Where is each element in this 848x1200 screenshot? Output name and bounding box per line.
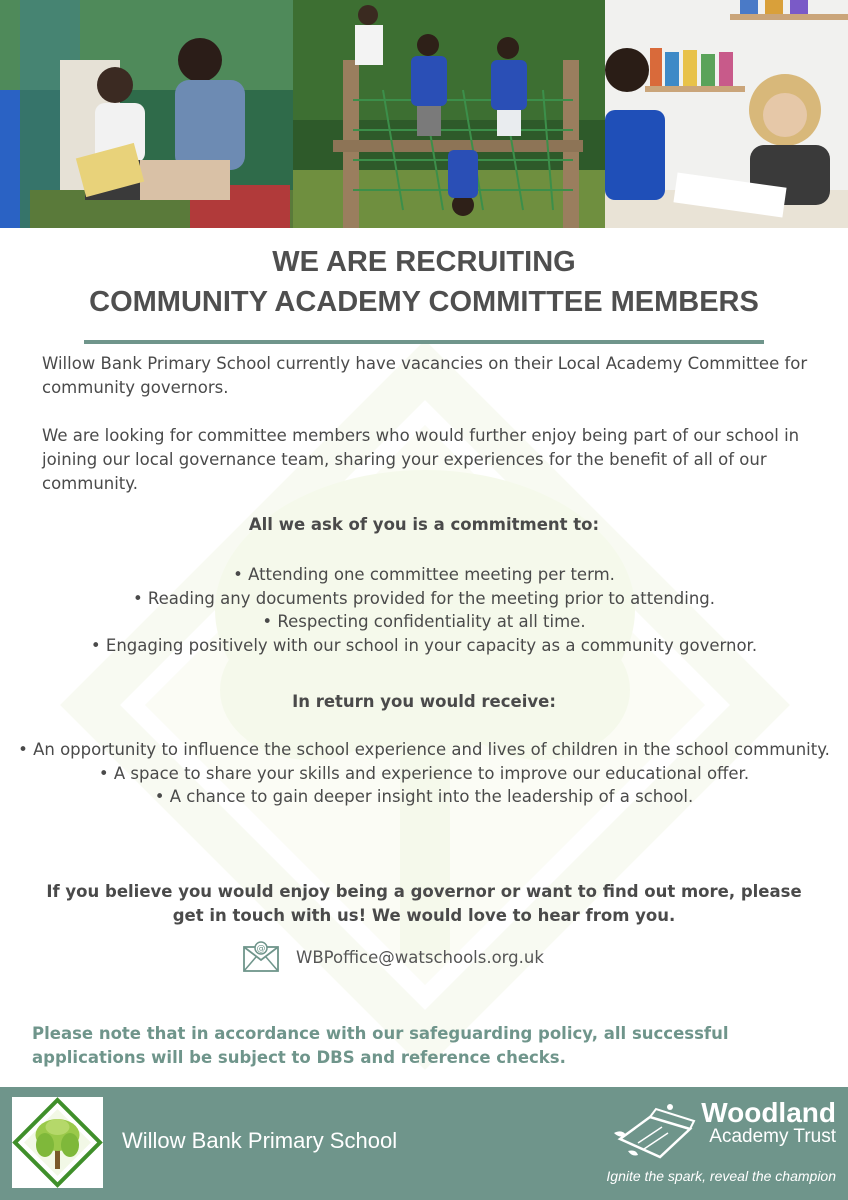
list-item: • A chance to gain deeper insight into the leadership of a school. [154,787,694,806]
list-item: • Respecting confidentiality at all time. [262,612,586,631]
commitment-list [0,563,848,657]
email-link[interactable]: WBPoffice@watschools.org.uk [296,947,544,967]
contact-email[interactable] [242,940,544,974]
school-name: Willow Bank Primary School [122,1128,398,1153]
photo-strip [0,0,848,228]
svg-text:@: @ [256,944,266,954]
school-logo [12,1097,103,1188]
trust-name [701,1099,836,1147]
call-to-action: If you believe you would enjoy being a governor or want to find out more, please get in touch with us! We would love to hear from you. [46,882,802,925]
commitment-heading: All we ask of you is a commitment to: [248,515,600,534]
title-line-2: COMMUNITY ACADEMY COMMITTEE MEMBERS [89,286,759,318]
footer [0,1087,848,1200]
looking-paragraph: We are looking for committee members who would further enjoy being part of our school in joining our local governance team, sharing your experiences for the benefit of all of our community. [42,426,800,493]
trust-name-line2: Academy Trust [709,1126,836,1147]
photo-classroom [605,0,848,228]
list-item: • Attending one committee meeting per term. [233,565,615,584]
intro-paragraph: Willow Bank Primary School currently have vacancies on their Local Academy Committee for community governors. [42,354,808,397]
safeguarding-note: Please note that in accordance with our safeguarding policy, all successful applications will be subject to DBS and reference checks. [32,1024,729,1067]
title-divider [84,340,764,344]
photo-children-climbing [293,0,605,228]
willow-tree-logo-icon [12,1097,103,1188]
list-item: • Reading any documents provided for the meeting prior to attending. [132,588,716,608]
trust-logo [606,1097,836,1192]
trust-book-icon [610,1099,700,1165]
trust-tagline: Ignite the spark, reveal the champion [606,1168,836,1184]
benefits-heading: In return you would receive: [292,692,556,711]
photo-children-reading [0,0,293,228]
list-item: • An opportunity to influence the school experience and lives of children in the school community. [18,740,830,759]
trust-name-line1: Woodland [701,1097,836,1128]
envelope-at-icon [242,941,280,973]
list-item: • Engaging positively with our school in your capacity as a community governor. [90,635,758,655]
benefits-list [0,738,848,809]
title-line-1: WE ARE RECRUITING [272,246,576,278]
list-item: • A space to share your skills and experience to improve our educational offer. [98,763,750,783]
